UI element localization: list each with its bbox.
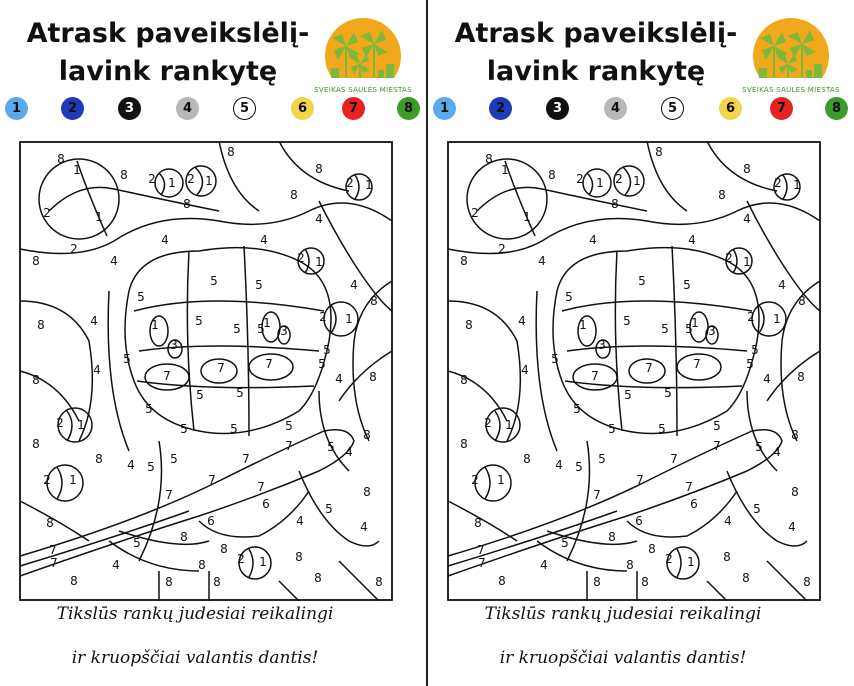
region-number: 8 — [465, 318, 473, 332]
region-number: 8 — [363, 485, 371, 499]
legend-color-5: 5 — [233, 97, 256, 120]
region-number: 5 — [195, 314, 203, 328]
region-number: 4 — [335, 372, 343, 386]
region-number: 1 — [691, 316, 699, 330]
sheet-title-line1: Atrask paveikslėlį- — [26, 18, 310, 49]
region-number: 2 — [498, 242, 506, 256]
region-number: 8 — [485, 152, 493, 166]
region-number: 8 — [641, 575, 649, 589]
region-number: 7 — [257, 480, 265, 494]
region-number: 8 — [363, 428, 371, 442]
legend-color-5: 5 — [661, 97, 684, 120]
region-number: 1 — [505, 418, 513, 432]
legend-color-4: 4 — [604, 97, 627, 120]
region-number: 7 — [713, 439, 721, 453]
legend-color-8: 8 — [825, 97, 848, 120]
region-number: 7 — [685, 480, 693, 494]
region-number: 1 — [315, 255, 323, 269]
region-number: 7 — [477, 543, 485, 557]
region-number: 1 — [687, 555, 695, 569]
region-number: 4 — [521, 363, 529, 377]
region-number: 4 — [778, 278, 786, 292]
legend-color-6: 6 — [719, 97, 742, 120]
region-numbers — [460, 145, 811, 589]
region-number: 2 — [747, 310, 755, 324]
region-number: 4 — [93, 363, 101, 377]
region-number: 8 — [180, 530, 188, 544]
color-legend — [428, 97, 854, 121]
region-number: 7 — [265, 357, 273, 371]
region-number: 1 — [579, 318, 587, 332]
region-number: 5 — [257, 322, 265, 336]
region-number: 8 — [120, 168, 128, 182]
logo-text: SVEIKAS SAULĖS MIESTAS — [314, 86, 412, 94]
region-number: 8 — [95, 452, 103, 466]
region-number: 2 — [484, 416, 492, 430]
region-number: 3 — [708, 324, 716, 338]
region-number: 1 — [77, 418, 85, 432]
region-number: 8 — [37, 318, 45, 332]
region-number: 4 — [538, 254, 546, 268]
region-number: 7 — [242, 452, 250, 466]
region-number: 8 — [648, 542, 656, 556]
region-number: 5 — [685, 322, 693, 336]
region-number: 4 — [127, 458, 135, 472]
region-number: 8 — [70, 574, 78, 588]
region-number: 8 — [198, 558, 206, 572]
region-number: 5 — [255, 278, 263, 292]
region-number: 5 — [565, 290, 573, 304]
region-number: 8 — [523, 452, 531, 466]
region-number: 5 — [713, 419, 721, 433]
region-number: 2 — [471, 206, 479, 220]
region-number: 5 — [551, 352, 559, 366]
region-number: 4 — [90, 314, 98, 328]
region-number: 5 — [210, 274, 218, 288]
region-number: 5 — [608, 422, 616, 436]
legend-color-7: 7 — [342, 97, 365, 120]
region-number: 5 — [753, 502, 761, 516]
region-number: 4 — [260, 233, 268, 247]
sheet-title-line1: Atrask paveikslėlį- — [454, 18, 738, 49]
region-number: 5 — [325, 502, 333, 516]
coloring-sheet-left — [0, 0, 426, 686]
region-number: 1 — [773, 312, 781, 326]
region-number: 7 — [50, 556, 58, 570]
region-number: 5 — [561, 536, 569, 550]
region-number: 2 — [615, 172, 623, 186]
region-number: 2 — [237, 552, 245, 566]
region-number: 5 — [180, 422, 188, 436]
region-number: 5 — [236, 386, 244, 400]
region-number: 7 — [670, 452, 678, 466]
region-number: 8 — [498, 574, 506, 588]
region-number: 8 — [46, 516, 54, 530]
region-number: 4 — [110, 254, 118, 268]
region-number: 8 — [314, 571, 322, 585]
region-number: 2 — [297, 251, 305, 265]
region-number: 5 — [658, 422, 666, 436]
region-number: 1 — [205, 174, 213, 188]
region-number: 8 — [743, 162, 751, 176]
region-number: 7 — [645, 361, 653, 375]
region-number: 4 — [296, 514, 304, 528]
region-number: 2 — [725, 251, 733, 265]
region-number: 1 — [69, 473, 77, 487]
region-number: 7 — [285, 439, 293, 453]
region-number: 4 — [540, 558, 548, 572]
region-number: 8 — [798, 294, 806, 308]
caption-line1: Tikslūs rankų judesiai reikalingi — [484, 604, 762, 624]
region-number: 4 — [773, 445, 781, 459]
region-number: 1 — [263, 316, 271, 330]
region-number: 5 — [137, 290, 145, 304]
region-number: 6 — [690, 497, 698, 511]
legend-color-2: 2 — [489, 97, 512, 120]
region-number: 5 — [285, 419, 293, 433]
legend-color-3: 3 — [546, 97, 569, 120]
region-number: 8 — [797, 370, 805, 384]
region-number: 8 — [213, 575, 221, 589]
region-number: 2 — [148, 172, 156, 186]
region-number: 5 — [664, 386, 672, 400]
region-number: 4 — [788, 520, 796, 534]
region-number: 5 — [638, 274, 646, 288]
color-legend — [0, 97, 426, 121]
sheet-title-line2: lavink rankytę — [486, 56, 706, 87]
sheet-title-line2: lavink rankytę — [58, 56, 278, 87]
legend-color-6: 6 — [291, 97, 314, 120]
region-number: 7 — [693, 357, 701, 371]
caption-line2: ir kruopščiai valantis dantis! — [499, 648, 747, 668]
region-number: 2 — [43, 473, 51, 487]
region-number: 2 — [319, 310, 327, 324]
region-number: 4 — [345, 445, 353, 459]
region-number: 8 — [460, 254, 468, 268]
region-number: 2 — [56, 416, 64, 430]
region-number: 7 — [163, 369, 171, 383]
region-number: 1 — [793, 178, 801, 192]
region-number: 5 — [170, 452, 178, 466]
region-number: 4 — [315, 212, 323, 226]
caption-line2: ir kruopščiai valantis dantis! — [71, 648, 319, 668]
region-number: 1 — [95, 210, 103, 224]
region-number: 8 — [220, 542, 228, 556]
region-number: 3 — [598, 338, 606, 352]
region-number: 8 — [803, 575, 811, 589]
region-number: 4 — [161, 233, 169, 247]
region-number: 8 — [791, 428, 799, 442]
region-number: 8 — [655, 145, 663, 159]
region-number: 5 — [145, 402, 153, 416]
region-number: 3 — [170, 338, 178, 352]
region-number: 5 — [147, 460, 155, 474]
region-number: 8 — [370, 294, 378, 308]
region-number: 8 — [32, 373, 40, 387]
region-number: 6 — [635, 514, 643, 528]
region-number: 7 — [217, 361, 225, 375]
legend-color-7: 7 — [770, 97, 793, 120]
legend-color-8: 8 — [397, 97, 420, 120]
region-number: 4 — [589, 233, 597, 247]
region-number: 8 — [742, 571, 750, 585]
region-number: 8 — [32, 437, 40, 451]
coloring-picture — [447, 141, 821, 601]
region-number: 5 — [230, 422, 238, 436]
region-number: 8 — [57, 152, 65, 166]
region-number: 7 — [49, 543, 57, 557]
region-number: 8 — [375, 575, 383, 589]
region-number: 8 — [474, 516, 482, 530]
region-number: 2 — [43, 206, 51, 220]
region-number: 8 — [315, 162, 323, 176]
region-number: 7 — [165, 488, 173, 502]
region-number: 6 — [207, 514, 215, 528]
region-number: 5 — [575, 460, 583, 474]
region-number: 1 — [259, 555, 267, 569]
coloring-picture — [19, 141, 393, 601]
region-number: 8 — [295, 550, 303, 564]
region-number: 5 — [123, 352, 131, 366]
region-number: 4 — [724, 514, 732, 528]
region-number: 1 — [345, 312, 353, 326]
logo-text: SVEIKAS SAULĖS MIESTAS — [742, 86, 840, 94]
region-number: 8 — [548, 168, 556, 182]
region-number: 7 — [478, 556, 486, 570]
region-number: 8 — [593, 575, 601, 589]
region-number: 1 — [523, 210, 531, 224]
legend-color-1: 1 — [433, 97, 456, 120]
region-number: 5 — [598, 452, 606, 466]
region-number: 5 — [233, 322, 241, 336]
region-number: 7 — [208, 473, 216, 487]
region-number: 5 — [624, 388, 632, 402]
coloring-sheet-right — [428, 0, 854, 686]
region-number: 7 — [591, 369, 599, 383]
legend-color-4: 4 — [176, 97, 199, 120]
caption-line1: Tikslūs rankų judesiai reikalingi — [56, 604, 334, 624]
region-number: 5 — [196, 388, 204, 402]
region-number: 4 — [763, 372, 771, 386]
region-number: 1 — [73, 163, 81, 177]
region-number: 7 — [593, 488, 601, 502]
region-number: 2 — [471, 473, 479, 487]
region-number: 3 — [280, 324, 288, 338]
legend-color-2: 2 — [61, 97, 84, 120]
region-number: 8 — [460, 373, 468, 387]
region-number: 1 — [497, 473, 505, 487]
region-number: 8 — [460, 437, 468, 451]
region-number: 2 — [576, 172, 584, 186]
region-number: 8 — [165, 575, 173, 589]
region-number: 5 — [746, 357, 754, 371]
region-number: 1 — [633, 174, 641, 188]
legend-color-1: 1 — [5, 97, 28, 120]
region-number: 8 — [718, 188, 726, 202]
region-number: 2 — [187, 172, 195, 186]
region-number: 1 — [168, 176, 176, 190]
region-number: 8 — [183, 197, 191, 211]
region-number: 2 — [665, 552, 673, 566]
region-number: 8 — [32, 254, 40, 268]
region-number: 5 — [661, 322, 669, 336]
region-number: 1 — [743, 255, 751, 269]
legend-color-3: 3 — [118, 97, 141, 120]
region-number: 5 — [683, 278, 691, 292]
region-number: 4 — [518, 314, 526, 328]
region-number: 1 — [596, 176, 604, 190]
region-number: 5 — [751, 343, 759, 357]
region-number: 1 — [365, 178, 373, 192]
region-number: 5 — [133, 536, 141, 550]
region-number: 8 — [290, 188, 298, 202]
region-number: 6 — [262, 497, 270, 511]
region-number: 1 — [151, 318, 159, 332]
region-number: 5 — [755, 440, 763, 454]
region-number: 5 — [323, 343, 331, 357]
region-number: 8 — [611, 197, 619, 211]
region-number: 4 — [112, 558, 120, 572]
region-number: 8 — [369, 370, 377, 384]
region-number: 1 — [501, 163, 509, 177]
region-number: 5 — [327, 440, 335, 454]
region-number: 8 — [723, 550, 731, 564]
region-number: 4 — [555, 458, 563, 472]
region-number: 4 — [360, 520, 368, 534]
region-number: 7 — [636, 473, 644, 487]
region-number: 5 — [318, 357, 326, 371]
region-number: 8 — [791, 485, 799, 499]
region-number: 4 — [350, 278, 358, 292]
region-numbers — [32, 145, 383, 589]
region-number: 8 — [227, 145, 235, 159]
region-number: 2 — [70, 242, 78, 256]
region-number: 2 — [774, 176, 782, 190]
region-number: 5 — [623, 314, 631, 328]
region-number: 5 — [573, 402, 581, 416]
region-number: 2 — [346, 176, 354, 190]
region-number: 4 — [743, 212, 751, 226]
region-number: 8 — [626, 558, 634, 572]
region-number: 8 — [608, 530, 616, 544]
region-number: 4 — [688, 233, 696, 247]
